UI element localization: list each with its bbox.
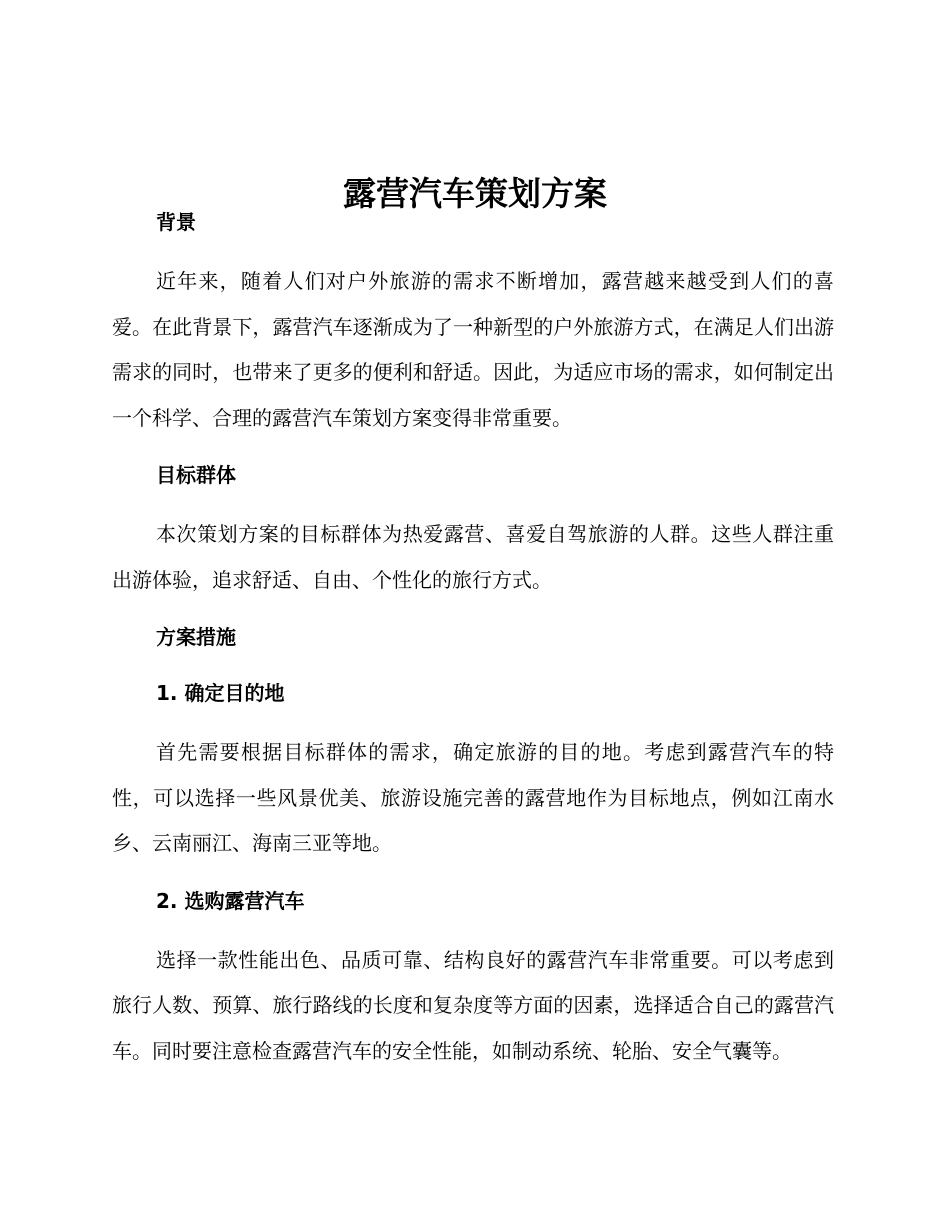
section-paragraph-destination: 首先需要根据目标群体的需求，确定旅游的目的地。考虑到露营汽车的特性，可以选择一些风景优美、旅游设施完善的露营地作为目标地点，例如江南水乡、云南丽江、海南三亚等地。 bbox=[112, 740, 834, 855]
section-heading-vehicle: 2. 选购露营汽车 bbox=[156, 888, 305, 913]
section-paragraph-background: 近年来，随着人们对户外旅游的需求不断增加，露营越来越受到人们的喜爱。在此背景下，露营汽车逐渐成为了一种新型的户外旅游方式，在满足人们出游需求的同时，也带来了更多的便利和舒适。因此，为适应市场的需求，如何制定出一个科学、合理的露营汽车策划方案变得非常重要。 bbox=[112, 269, 834, 430]
section-paragraph-vehicle: 选择一款性能出色、品质可靠、结构良好的露营汽车非常重要。可以考虑到旅行人数、预算、旅行路线的长度和复杂度等方面的因素，选择适合自己的露营汽车。同时要注意检查露营汽车的安全性能，如制动系统、轮胎、安全气囊等。 bbox=[112, 947, 834, 1063]
section-heading-target-group: 目标群体 bbox=[156, 463, 236, 487]
section-heading-measures: 方案措施 bbox=[156, 625, 236, 649]
document-title: 露营汽车策划方案 bbox=[343, 174, 607, 214]
section-heading-destination: 1. 确定目的地 bbox=[156, 681, 285, 705]
section-paragraph-target-group: 本次策划方案的目标群体为热爱露营、喜爱自驾旅游的人群。这些人群注重出游体验，追求舒适、自由、个性化的旅行方式。 bbox=[112, 522, 834, 592]
section-heading-background: 背景 bbox=[156, 210, 196, 234]
document-body bbox=[112, 203, 834, 1074]
